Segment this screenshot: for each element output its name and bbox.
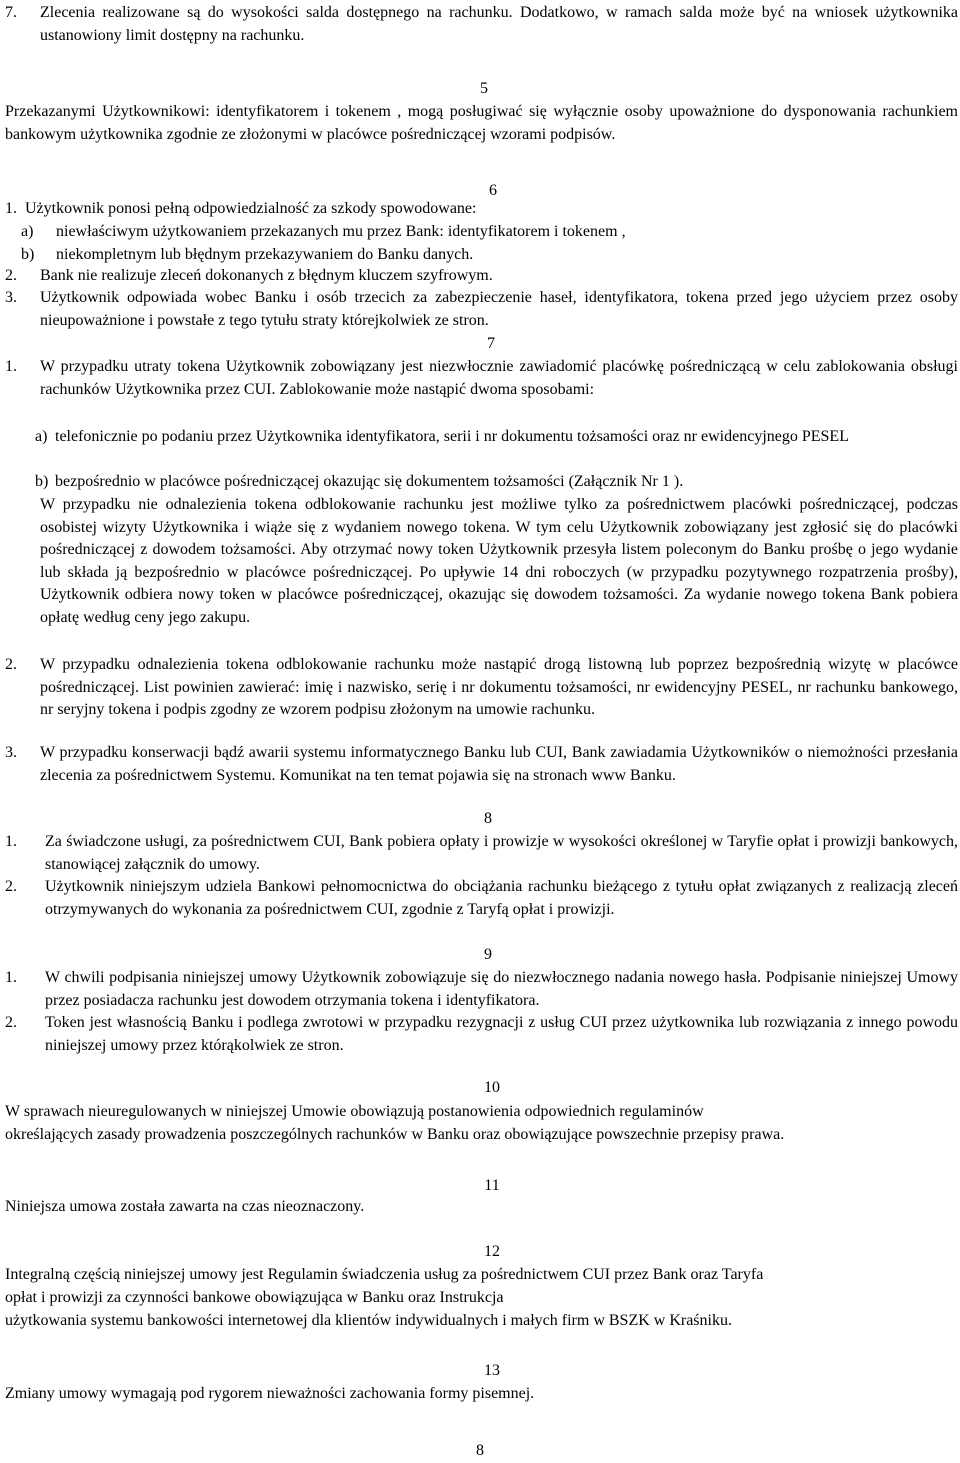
list-subitem <box>21 244 958 267</box>
list-item <box>5 742 958 787</box>
item-number: 1. <box>5 833 17 850</box>
section-heading: 7 <box>487 335 495 352</box>
list-item <box>5 1012 958 1057</box>
section-heading: 13 <box>484 1362 500 1379</box>
section-line: W sprawach nieuregulowanych w niniejszej Umowie obowiązują postanowienia odpowiednich regulaminów <box>5 1103 704 1120</box>
section-paragraph: Zmiany umowy wymagają pod rygorem nieważności zachowania formy pisemnej. <box>5 1385 535 1402</box>
subitem-label: b) <box>21 246 35 263</box>
item-text: Użytkownik ponosi pełną odpowiedzialność za szkody spowodowane: <box>25 200 477 217</box>
item-text: Zlecenia realizowane są do wysokości salda dostępnego na rachunku. Dodatkowo, w ramach salda może być na wniosek użytkownika ustanowiony limit dostępny na rachunku. <box>40 4 958 44</box>
section-heading: 6 <box>489 182 497 199</box>
list-subitem <box>35 471 958 494</box>
list-item <box>5 967 958 1012</box>
list-item <box>5 265 958 288</box>
item-number: 1. <box>5 200 17 217</box>
item-number: 2. <box>5 267 17 284</box>
item-number: 7. <box>5 4 17 21</box>
subitem-text: niekompletnym lub błędnym przekazywaniem do Banku danych. <box>56 246 474 263</box>
subitem-text: telefonicznie po podaniu przez Użytkownika identyfikatora, serii i nr dokumentu tożsamości oraz nr ewidencyjnego PESEL <box>55 428 849 445</box>
subitem-label: a) <box>35 428 48 445</box>
section-heading: 11 <box>484 1177 500 1194</box>
list-subitem <box>21 221 958 244</box>
subitem-label: b) <box>35 473 49 490</box>
item-number: 3. <box>5 289 17 306</box>
item-text: W przypadku utraty tokena Użytkownik zobowiązany jest niezwłocznie zawiadomić placówkę pośredniczącą w celu zablokowania obsługi rachunków Użytkownika przez CUI. Zablokowanie może nastąpić dwoma sposobami: <box>40 358 958 398</box>
section-line: użytkowania systemu bankowości internetowej dla klientów indywidualnych i małych firm w BSZK w Kraśniku. <box>5 1312 732 1329</box>
list-item <box>5 2 958 47</box>
item-number: 2. <box>5 1014 17 1031</box>
list-item <box>5 831 958 876</box>
section-heading: 5 <box>480 80 488 97</box>
item-continuation: W przypadku nie odnalezienia tokena odblokowanie rachunku jest możliwe tylko za pośrednictwem placówki pośredniczącej, podczas osobistej wizyty Użytkownika i wiąże się z wydaniem nowego tokena. W tym celu Użytkownik zobowiązany jest zgłosić się do placówki pośredniczącej z dowodem tożsamości. Aby otrzymać nowy token Użytkownik przesyła listem poleconym do Banku prośbę o jego wydanie lub składa ją bezpośrednio w placówce pośredniczącej. Po upływie 14 dni roboczych (w przypadku pozytywnego rozpatrzenia prośby), Użytkownik odbiera nowy token w placówce pośredniczącej, okazując się dowodem tożsamości. Za wydanie nowego tokena Bank pobiera opłatę według ceny jego zakupu. <box>40 496 958 626</box>
item-number: 1. <box>5 358 17 375</box>
list-item <box>5 876 958 921</box>
item-text: Za świadczone usługi, za pośrednictwem CUI, Bank pobiera opłaty i prowizje w wysokości określonej w Taryfie opłat i prowizji bankowych, stanowiącej załącznik do umowy. <box>45 833 958 873</box>
section-heading: 8 <box>484 810 492 827</box>
list-item <box>5 356 958 401</box>
subitem-text: niewłaściwym użytkowaniem przekazanych mu przez Bank: identyfikatorem i tokenem , <box>56 223 626 240</box>
section-heading: 10 <box>484 1079 500 1096</box>
section-line: Integralną częścią niniejszej umowy jest Regulamin świadczenia usług za pośrednictwem CUI przez Bank oraz Taryfa <box>5 1266 764 1283</box>
section-paragraph: Niniejsza umowa została zawarta na czas nieoznaczony. <box>5 1198 365 1215</box>
section-heading: 12 <box>484 1243 500 1260</box>
item-text: Token jest własnością Banku i podlega zwrotowi w przypadku rezygnacji z usług CUI przez użytkownika lub rozwiązania z innego powodu niniejszej umowy przez którąkolwiek ze stron. <box>45 1014 958 1054</box>
list-item <box>5 287 958 332</box>
subitem-text: bezpośrednio w placówce pośredniczącej okazując się dokumentem tożsamości (Załącznik Nr 1 ). <box>55 473 684 490</box>
item-text: Bank nie realizuje zleceń dokonanych z błędnym kluczem szyfrowym. <box>40 267 493 284</box>
item-number: 2. <box>5 656 17 673</box>
item-text: W przypadku odnalezienia tokena odblokowanie rachunku może nastąpić drogą listowną lub poprzez bezpośrednią wizytę w placówce pośredniczącej. List powinien zawierać: imię i nazwisko, serię i nr dokumentu tożsamości, nr ewidencyjny PESEL, nr rachunku bankowego, nr seryjny tokena i podpis zgodny ze wzorem podpisu złożonym na umowie rachunku. <box>40 656 958 718</box>
item-text: Użytkownik niniejszym udziela Bankowi pełnomocnictwa do obciążania rachunku bieżącego z tytułu opłat związanych z realizacją zleceń otrzymywanych do wykonania za pośrednictwem CUI, zgodnie z Taryfą opłat i prowizji. <box>45 878 958 918</box>
list-item <box>5 198 958 221</box>
item-number: 1. <box>5 969 17 986</box>
item-text: W chwili podpisania niniejszej umowy Użytkownik zobowiązuje się do niezwłocznego nadania nowego hasła. Podpisanie niniejszej Umowy przez posiadacza rachunku jest dowodem otrzymania tokena i identyfikatora. <box>45 969 958 1009</box>
section-line: określających zasady prowadzenia poszczególnych rachunków w Banku oraz obowiązujące powszechnie przepisy prawa. <box>5 1126 785 1143</box>
item-text: W przypadku konserwacji bądź awarii systemu informatycznego Banku lub CUI, Bank zawiadamia Użytkowników o niemożności przesłania zlecenia za pośrednictwem Systemu. Komunikat na ten temat pojawia się na stronach www Banku. <box>40 744 958 784</box>
list-subitem <box>35 426 958 449</box>
list-item <box>5 654 958 722</box>
item-number: 2. <box>5 878 17 895</box>
subitem-label: a) <box>21 223 34 240</box>
section-paragraph: Przekazanymi Użytkownikowi: identyfikatorem i tokenem , mogą posługiwać się wyłącznie osoby upoważnione do dysponowania rachunkiem bankowym użytkownika zgodnie ze złożonymi w placówce pośredniczącej wzorami podpisów. <box>5 103 958 143</box>
item-number: 3. <box>5 744 17 761</box>
section-line: opłat i prowizji za czynności bankowe obowiązująca w Banku oraz Instrukcja <box>5 1289 504 1306</box>
page-number: 8 <box>476 1442 484 1459</box>
section-heading: 9 <box>484 946 492 963</box>
item-text: Użytkownik odpowiada wobec Banku i osób trzecich za zabezpieczenie haseł, identyfikatora, tokena przed jego użyciem przez osoby nieupoważnione i powstałe z tego tytułu straty którejkolwiek ze stron. <box>40 289 958 329</box>
